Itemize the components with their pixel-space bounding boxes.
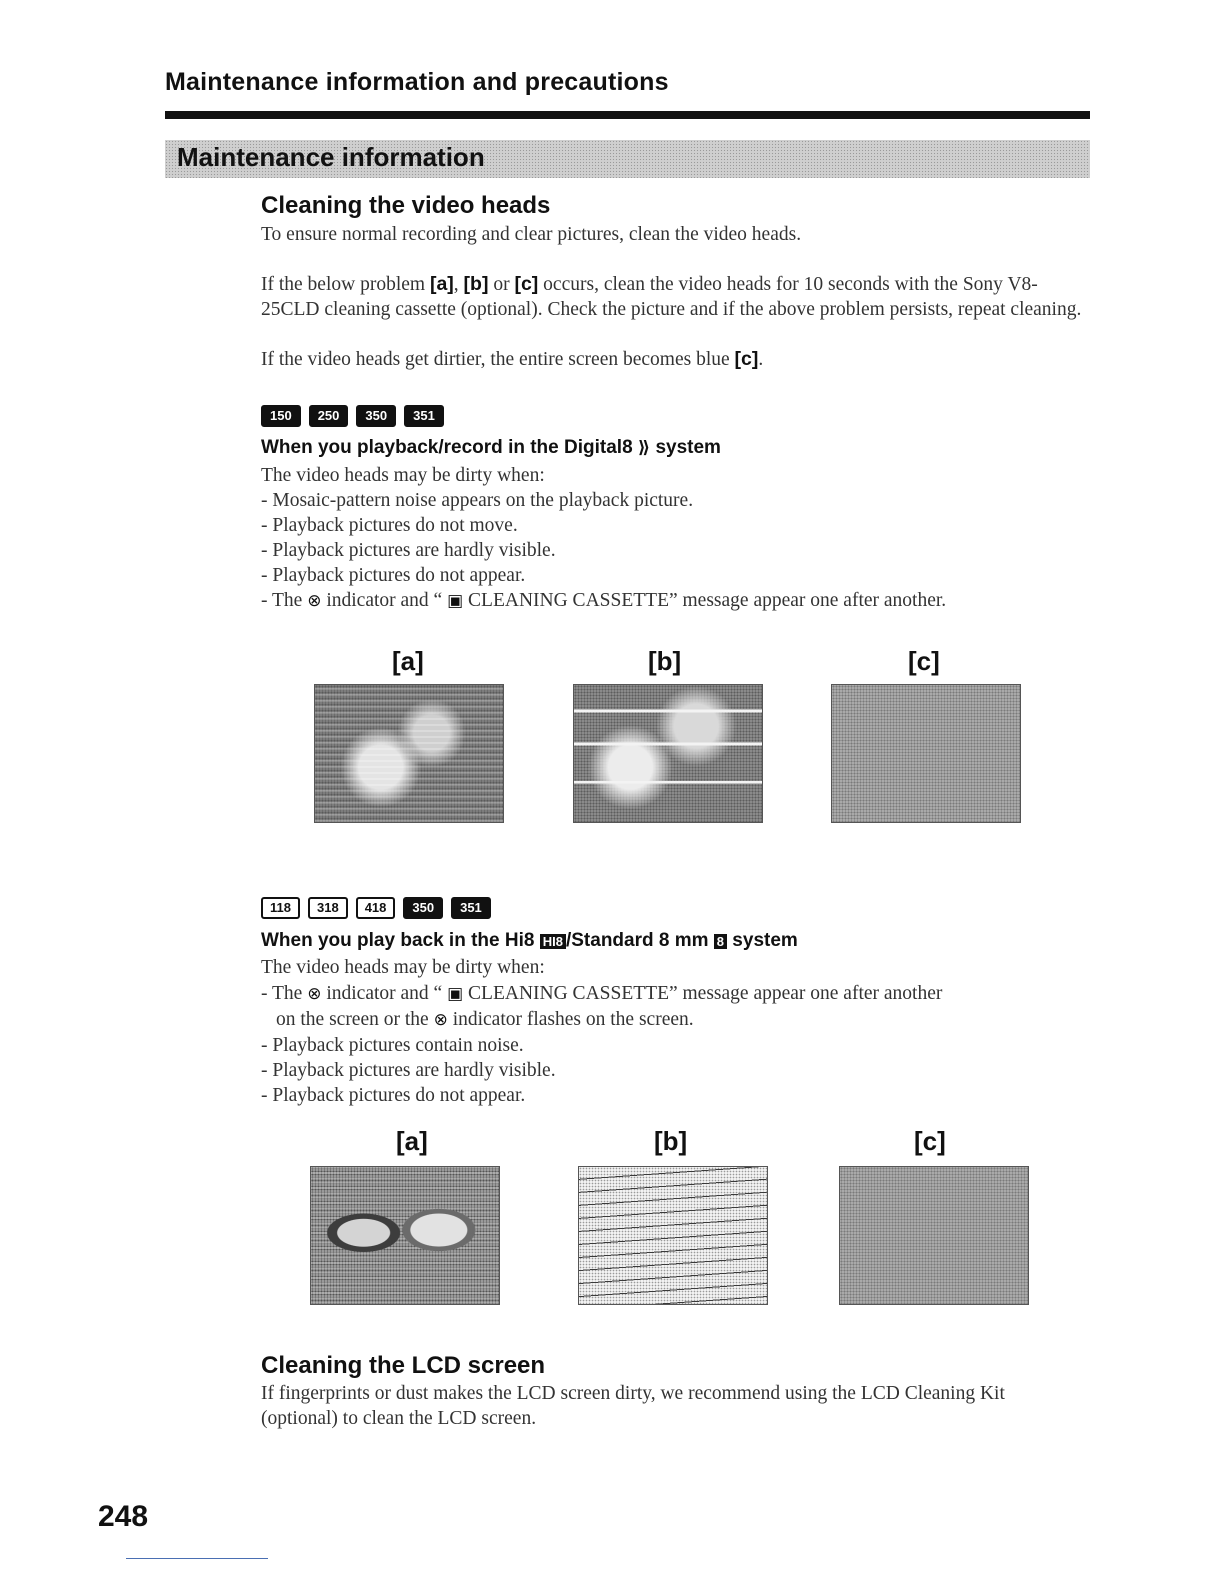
item-text: indicator and “ <box>321 983 448 1004</box>
caption-a: [a] <box>392 646 424 676</box>
chapter-rule <box>165 111 1090 119</box>
section-band <box>165 140 1090 178</box>
digital8-list <box>261 488 1091 614</box>
standard8-logo-icon: 8 <box>714 934 727 949</box>
hi8-heading-suffix: system <box>727 930 798 951</box>
mosaic-noise-picture <box>314 684 504 823</box>
list-item: - Mosaic-pattern noise appears on the playback picture. <box>261 490 694 511</box>
digital8-heading <box>261 437 721 459</box>
caption-b: [b] <box>654 1126 688 1156</box>
streak-noise-picture <box>578 1166 768 1305</box>
page-number: 248 <box>98 1500 149 1533</box>
lcd-text: If fingerprints or dust makes the LCD screen dirty, we recommend using the LCD Cleaning Kit (optional) to clean the LCD screen. <box>261 1383 1005 1429</box>
item-text: - The <box>261 590 308 611</box>
p2-mark: [c] <box>734 348 759 370</box>
list-item: - Playback pictures do not appear. <box>261 1085 526 1106</box>
p2-end: . <box>758 349 764 370</box>
hi8-logo-icon: HI8 <box>540 934 566 949</box>
model-badge: 418 <box>356 897 396 919</box>
model-badge: 150 <box>261 405 301 427</box>
model-badge: 351 <box>404 405 444 427</box>
hi8-lead: The video heads may be dirty when: <box>261 957 545 978</box>
item-text: indicator and “ <box>321 590 448 611</box>
chapter-title: Maintenance information and precautions <box>165 68 669 96</box>
video-heads-instructions <box>261 272 1091 322</box>
list-item: - Playback pictures contain noise. <box>261 1035 524 1056</box>
list-item <box>261 588 1091 614</box>
caption-b: [b] <box>648 646 682 676</box>
hi8-model-badges <box>261 897 491 919</box>
list-item: - Playback pictures do not move. <box>261 515 518 536</box>
model-badge: 250 <box>309 405 349 427</box>
model-badge: 318 <box>308 897 348 919</box>
model-badge: 350 <box>403 897 443 919</box>
item-text: indicator flashes on the screen. <box>447 1009 694 1030</box>
list-item: - Playback pictures are hardly visible. <box>261 540 556 561</box>
section-title: Maintenance information <box>177 142 485 172</box>
hi8-heading-mid: /Standard 8 mm <box>565 930 714 951</box>
model-badge: 118 <box>261 897 300 919</box>
noisy-people-picture <box>310 1166 500 1305</box>
p1-sep2: or <box>488 274 515 295</box>
warning-x-icon: ⊗ <box>307 591 322 611</box>
item-text: CLEANING CASSETTE” message appear one after another <box>463 983 943 1004</box>
list-item <box>261 981 1091 1033</box>
video-heads-blue-note <box>261 347 1091 372</box>
list-item: - Playback pictures do not appear. <box>261 565 526 586</box>
video-heads-heading: Cleaning the video heads <box>261 192 551 219</box>
p1-sep1: , <box>453 274 464 295</box>
caption-a: [a] <box>396 1126 428 1156</box>
blue-screen-picture <box>831 684 1021 823</box>
caption-c: [c] <box>908 646 940 676</box>
hi8-heading-text: When you play back in the Hi8 <box>261 930 540 951</box>
blue-screen-picture <box>839 1166 1029 1305</box>
item-text: CLEANING CASSETTE” message appear one after another. <box>463 590 947 611</box>
video-heads-intro: To ensure normal recording and clear pictures, clean the video heads. <box>261 224 802 245</box>
model-badge: 351 <box>451 897 491 919</box>
digital8-heading-text: When you playback/record in the Digital8 <box>261 437 638 458</box>
caption-c: [c] <box>914 1126 946 1156</box>
warning-x-icon: ⊗ <box>307 984 322 1004</box>
digital8-model-badges <box>261 405 444 427</box>
digital8-heading-suffix: system <box>650 437 721 458</box>
problem-b-mark: [b] <box>463 273 489 295</box>
footer-rule <box>126 1558 268 1559</box>
digital8-logo-icon: ⟫ <box>637 438 651 458</box>
lcd-heading: Cleaning the LCD screen <box>261 1352 546 1379</box>
cleaning-cassette-icon: ▣ <box>447 984 464 1004</box>
p2-text: If the video heads get dirtier, the entire screen becomes blue <box>261 349 735 370</box>
cleaning-cassette-icon: ▣ <box>447 591 464 611</box>
hi8-heading <box>261 930 798 952</box>
frozen-lines-picture <box>573 684 763 823</box>
problem-c-mark: [c] <box>514 273 539 295</box>
model-badge: 350 <box>356 405 396 427</box>
digital8-lead: The video heads may be dirty when: <box>261 465 545 486</box>
p1-text-a: If the below problem <box>261 274 430 295</box>
item-text: on the screen or the <box>276 1009 434 1030</box>
hi8-list <box>261 981 1091 1108</box>
warning-x-icon: ⊗ <box>433 1010 448 1030</box>
item-text: - The <box>261 983 308 1004</box>
list-item: - Playback pictures are hardly visible. <box>261 1060 556 1081</box>
p1-text-b: occurs, clean the video heads for 10 seconds with the Sony V8-25CLD cleaning cassette (optional). Check the picture and if the above problem persists, repeat cleaning. <box>261 274 1082 320</box>
problem-a-mark: [a] <box>429 273 454 295</box>
